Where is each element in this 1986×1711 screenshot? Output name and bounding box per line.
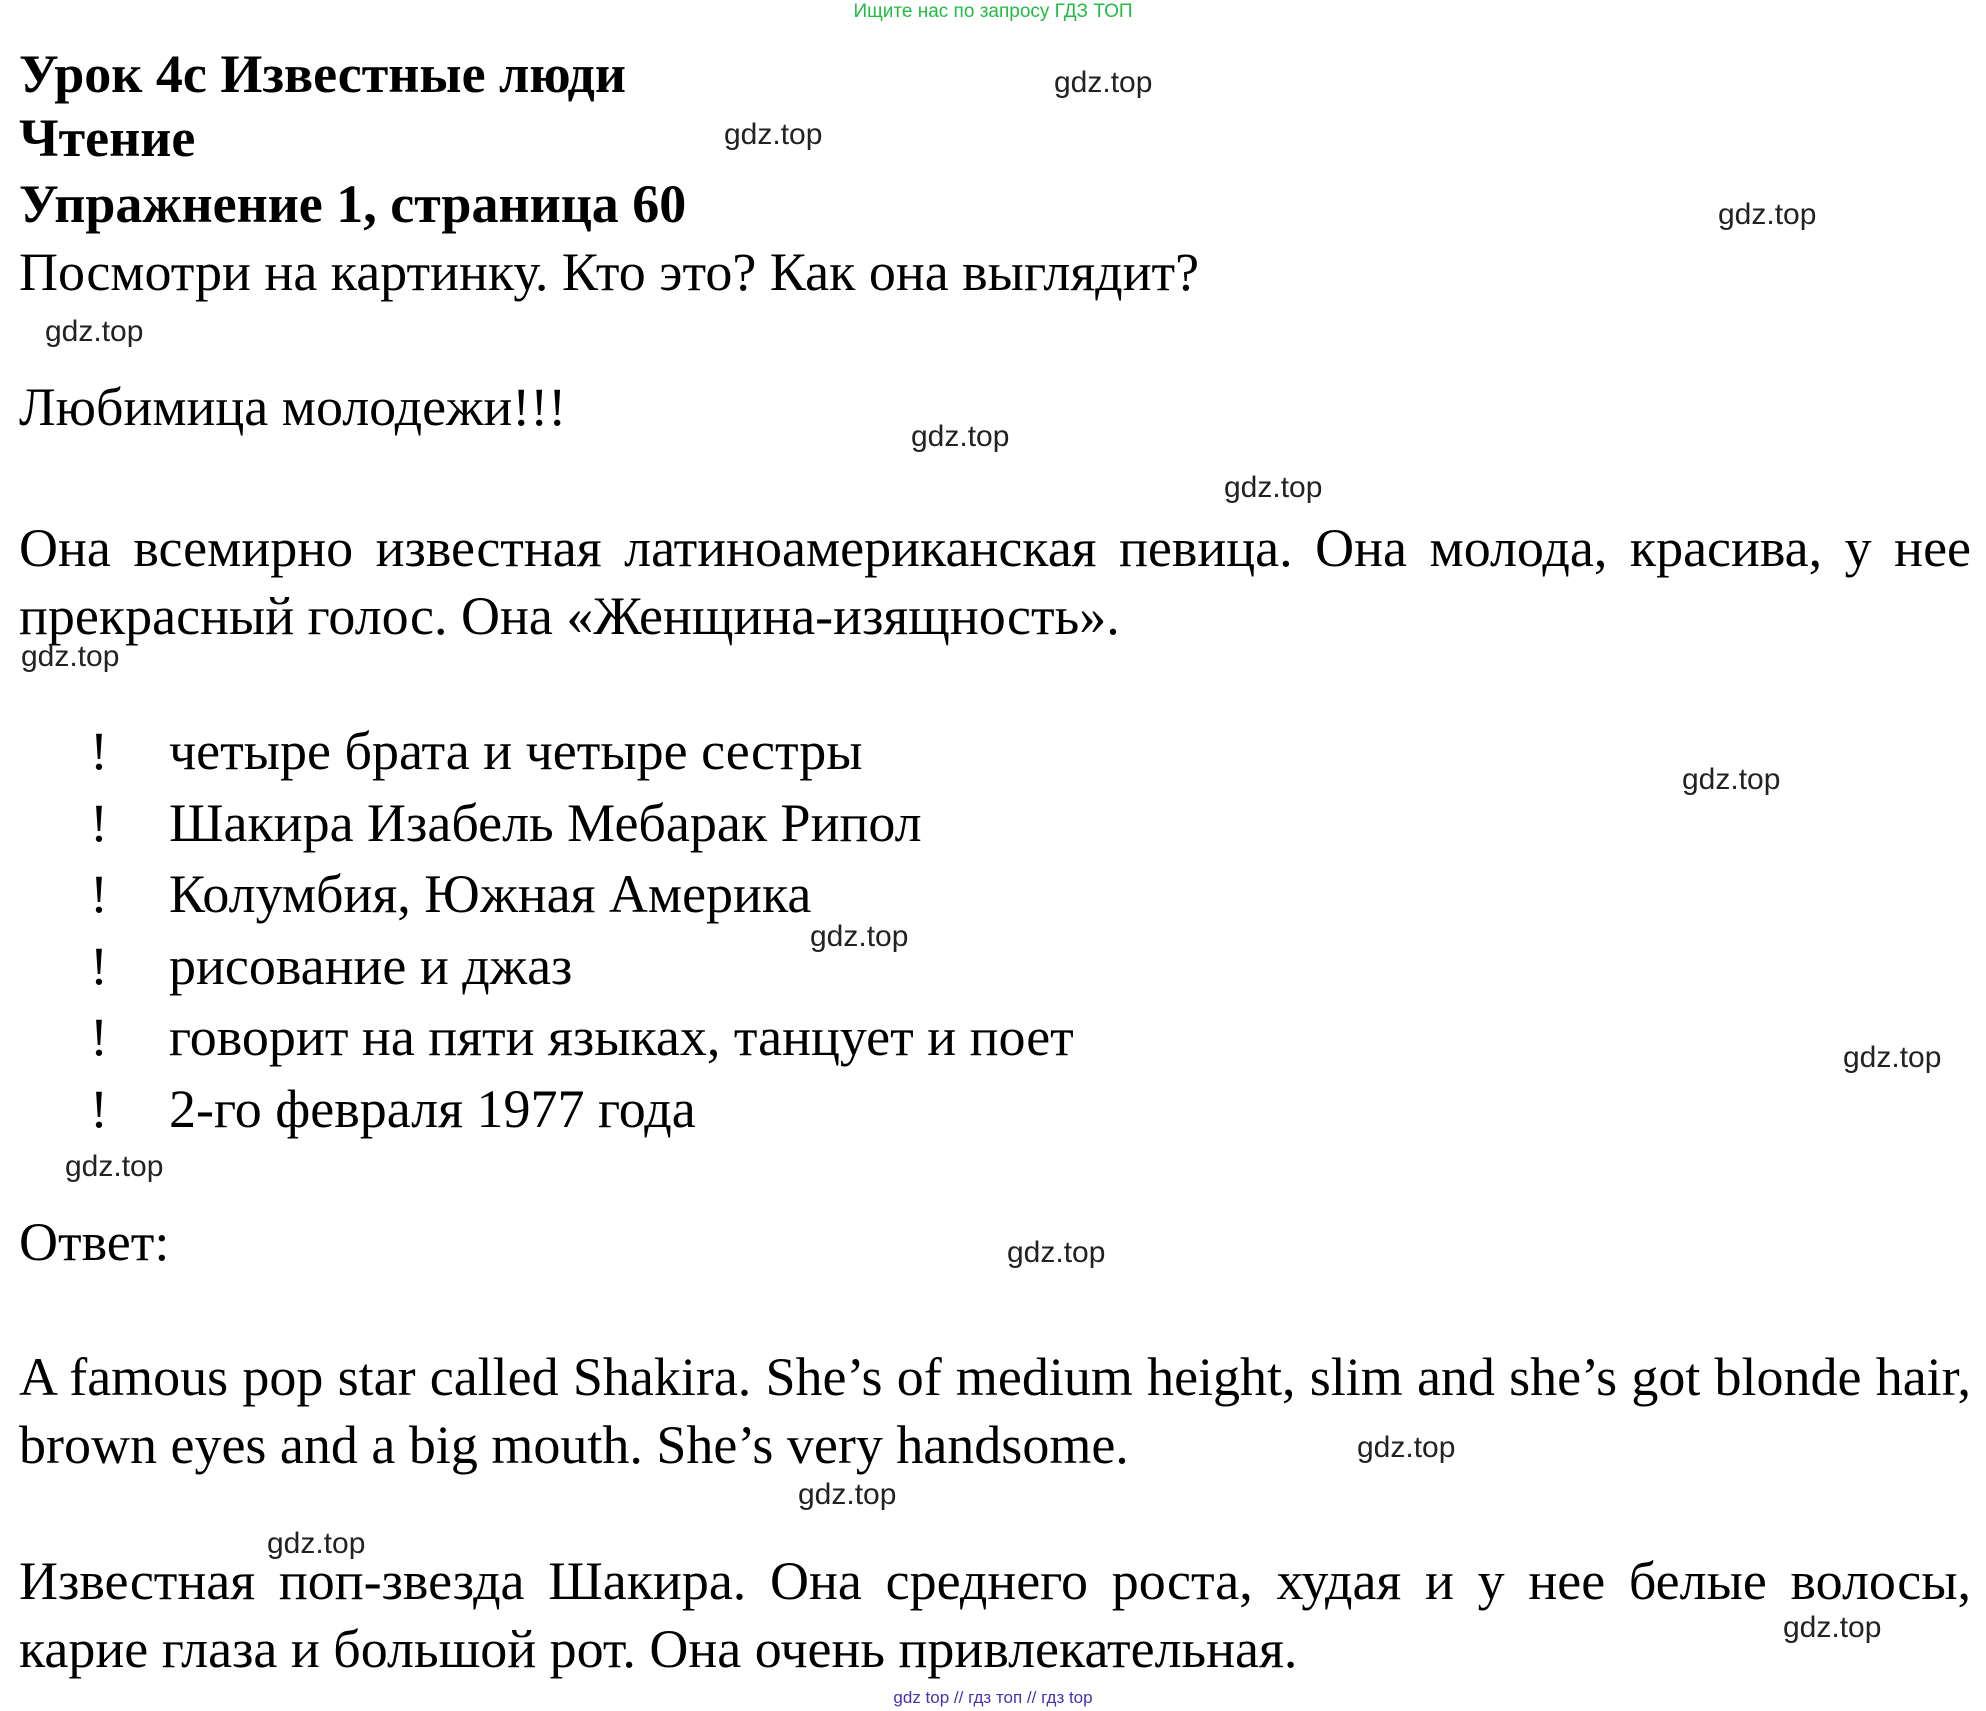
bullet-mark: !: [90, 935, 108, 996]
watermark: gdz.top: [1843, 1041, 1942, 1074]
watermark: gdz.top: [45, 315, 144, 348]
exercise-title: Упражнение 1, страница 60: [19, 174, 687, 234]
watermark: gdz.top: [267, 1527, 366, 1560]
list-item-text: четыре брата и четыре сестры: [169, 721, 863, 781]
list-item-text: Шакира Изабель Мебарак Рипол: [169, 792, 922, 853]
bullet-mark: !: [90, 1007, 108, 1067]
list-item: [90, 1074, 1074, 1146]
facts-list: [90, 716, 1074, 1145]
footer-links: gdz top // гдз топ // гдз top: [893, 1688, 1093, 1707]
bullet-mark: !: [90, 1078, 108, 1139]
article-headline: Любимица молодежи!!!: [19, 377, 567, 437]
watermark: gdz.top: [911, 420, 1010, 453]
list-item-text: Колумбия, Южная Америка: [169, 864, 812, 924]
lesson-title: Урок 4с Известные люди: [19, 44, 626, 104]
watermark: gdz.top: [1682, 763, 1781, 796]
top-banner: Ищите нас по запросу ГДЗ ТОП: [853, 1, 1133, 22]
watermark: gdz.top: [1357, 1431, 1456, 1464]
list-item: [90, 1002, 1074, 1074]
answer-english: A famous pop star called Shakira. She’s of medium height, slim and she’s got blonde hair, brown eyes and a big mouth. She’s very handsome.: [19, 1347, 1971, 1475]
answer-label: Ответ:: [19, 1212, 170, 1272]
watermark: gdz.top: [65, 1150, 164, 1183]
watermark: gdz.top: [1718, 198, 1817, 231]
watermark: gdz.top: [798, 1478, 897, 1511]
bullet-mark: !: [90, 792, 108, 853]
watermark: gdz.top: [810, 920, 909, 953]
watermark: gdz.top: [724, 118, 823, 151]
list-item-text: рисование и джаз: [169, 935, 573, 996]
watermark: gdz.top: [1007, 1236, 1106, 1269]
instruction-text: Посмотри на картинку. Кто это? Как она выглядит?: [19, 242, 1200, 302]
section-title: Чтение: [19, 108, 196, 168]
watermark: gdz.top: [1054, 66, 1153, 99]
bullet-mark: !: [90, 864, 108, 924]
intro-paragraph: Она всемирно известная латиноамериканская певица. Она молода, красива, у нее прекрасный голос. Она «Женщина-изящность».: [19, 518, 1971, 646]
list-item-text: говорит на пяти языках, танцует и поет: [169, 1007, 1074, 1067]
bullet-mark: !: [90, 721, 108, 781]
list-item: [90, 931, 1074, 1003]
answer-russian: Известная поп-звезда Шакира. Она среднего роста, худая и у нее белые волосы, карие глаза и большой рот. Она очень привлекательная.: [19, 1551, 1971, 1679]
watermark: gdz.top: [21, 640, 120, 673]
list-item: [90, 859, 1074, 931]
list-item: [90, 788, 1074, 860]
watermark: gdz.top: [1224, 471, 1323, 504]
list-item-text: 2-го февраля 1977 года: [169, 1078, 696, 1139]
list-item: [90, 716, 1074, 788]
watermark: gdz.top: [1783, 1611, 1882, 1644]
